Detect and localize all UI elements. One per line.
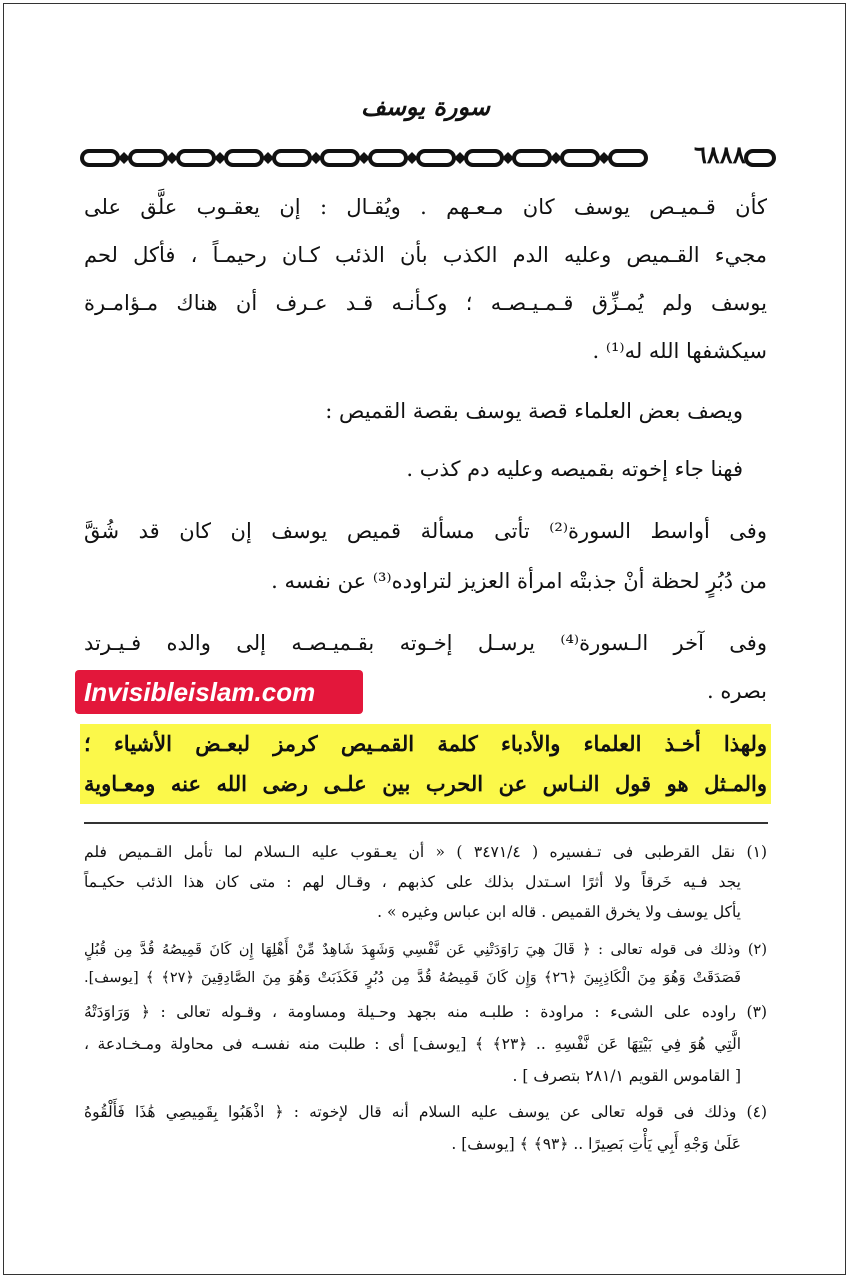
chain-ornament-icon bbox=[78, 142, 778, 174]
footnote-line: عَلَىٰ وَجْهِ أَبِي يَأْتِ بَصِيرًا .. ﴿٩٣﴾ ﴾ [يوسف] . bbox=[451, 1135, 741, 1153]
body-line: يوسف ولم يُمـزِّق قـمـيـصـه ؛ وكـأنـه قـد عـرف أن هناك مـؤامـرة bbox=[84, 291, 767, 315]
body-line: مجيء القـميص وعليه الدم الكذب بأن الذئب كـان رحيمـاً ، فأكل لحم bbox=[84, 243, 767, 267]
footnote-line: [ القاموس القويم ٢٨١/١ بتصرف ] . bbox=[512, 1067, 741, 1085]
body-line: ويصف بعض العلماء قصة يوسف بقصة القميص : bbox=[325, 399, 743, 423]
body-line: بصره . bbox=[707, 679, 767, 703]
highlighted-line: والمـثل هو قول النـاس عن الحرب بين علـى رضى الله عنه ومعـاوية bbox=[84, 771, 767, 796]
footnote-separator bbox=[84, 822, 768, 824]
body-line: وفى أواسط السورة⁽²⁾ تأتى مسألة قميص يوسف إن كان قد شُقَّ bbox=[84, 519, 767, 543]
footnote-line: (١) نقل القرطبى فى تـفسيره ( ٣٤٧١/٤ ) « أن يعـقوب عليه الـسلام لما تأمل القـميص فلم bbox=[84, 843, 767, 861]
body-line: كأن قـميـص يوسف كان مـعـهم . ويُقـال : إن يعقـوب علَّق على bbox=[84, 195, 767, 219]
footnote-line: يأكل يوسف ولا يخرق القميص . قاله ابن عباس وغيره » . bbox=[377, 903, 741, 921]
ornamental-rule bbox=[0, 140, 851, 176]
body-line: فهنا جاء إخوته بقميصه وعليه دم كذب . bbox=[406, 457, 743, 481]
body-line: وفى آخر الـسورة⁽⁴⁾ يرسـل إخـوته بقـميـصـه إلى والده فـيـرتد bbox=[84, 631, 767, 655]
footnote-line: يجد فـيه خَرقاً ولا أثرًا اسـتدل بذلك على كذبهم ، وقـال لهم : متى كان هذا الذئب حكيـماً bbox=[84, 873, 741, 891]
footnote-line: (٣) راوده على الشىء : مراودة : طلبـه منه بجهد وحـيلة ومساومة ، وقـوله تعالى : ﴿ وَرَاوَدَتْهُ bbox=[84, 1003, 767, 1021]
page-number: ٦٨٨٨ bbox=[694, 140, 746, 169]
footnote-line: (٢) وذلك فى قوله تعالى : ﴿ قَالَ هِيَ رَاوَدَتْنِي عَن نَّفْسِي وَشَهِدَ شَاهِدٌ مِّنْ أَهْلِهَا إِن كَانَ قَمِيصُهُ قُدَّ مِن قُبُلٍ bbox=[84, 942, 767, 958]
body-line: من دُبُرٍ لحظة أنْ جذبتْه امرأة العزيز لتراوده⁽³⁾ عن نفسه . bbox=[271, 569, 767, 593]
footnote-line: الَّتِي هُوَ فِي بَيْتِهَا عَن نَّفْسِهِ .. ﴿٢٣﴾ ﴾ [يوسف] أى : طلبت منه نفسـه فى محاولة ومـخـادعة ، bbox=[84, 1035, 741, 1053]
footnote-line: (٤) وذلك فى قوله تعالى عن يوسف عليه السلام أنه قال لإخوته : ﴿ اذْهَبُوا بِقَمِيصِي هَٰذَا فَأَلْقُوهُ bbox=[84, 1103, 767, 1121]
highlighted-line: ولهذا أخـذ العلماء والأدباء كلمة القمـيص كرمز لبعـض الأشياء ؛ bbox=[84, 731, 767, 756]
surah-title: سورة يوسف bbox=[360, 92, 491, 121]
footnote-line: فَصَدَقَتْ وَهُوَ مِنَ الْكَاذِبِينَ ﴿٢٦﴾ وَإِن كَانَ قَمِيصُهُ قُدَّ مِن دُبُرٍ فَكَذَبَتْ وَهُوَ مِنَ الصَّادِقِينَ ﴿٢٧﴾ ﴾ [يوسف]. bbox=[84, 970, 741, 986]
body-line: سيكشفها الله له⁽¹⁾ . bbox=[592, 339, 767, 363]
watermark-text: Invisibleislam.com bbox=[84, 677, 316, 707]
